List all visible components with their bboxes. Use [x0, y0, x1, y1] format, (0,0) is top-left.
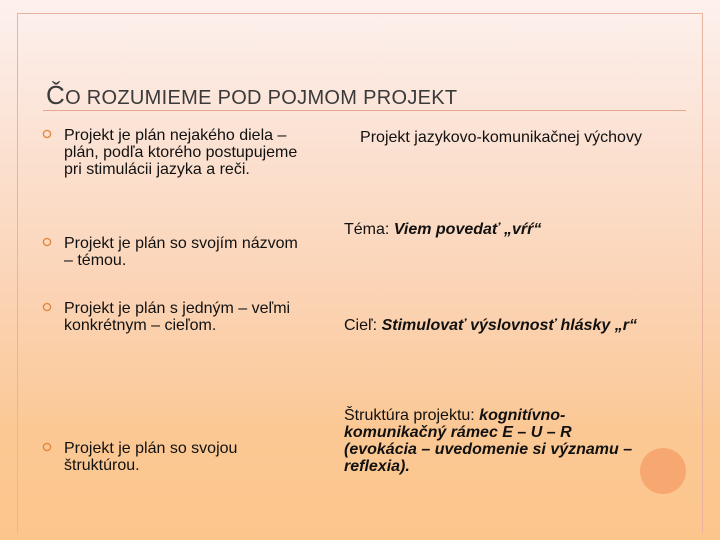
structure-label: Štruktúra projektu: [344, 407, 480, 424]
title-underline [43, 110, 686, 111]
bullet-text: Projekt je plán so svojou štruktúrou. [64, 440, 238, 474]
structure-value: kognitívno-komunikačný rámec E – U – R (evokácia – uvedomenie si významu – reflexia). [344, 407, 633, 475]
slide-title-first-letter: Č [46, 80, 66, 110]
bullet-circle-icon [42, 442, 52, 452]
bullet-circle-icon [42, 237, 52, 247]
bullet-item [42, 300, 304, 334]
goal-label: Cieľ: [344, 317, 382, 334]
decorative-circle [640, 448, 686, 494]
bullet-text: Projekt je plán s jedným – veľmi konkrétnym – cieľom. [64, 300, 291, 334]
bullet-item [42, 440, 304, 474]
bullet-item [42, 127, 304, 178]
bullet-circle-icon [42, 129, 52, 139]
right-column-heading: Projekt jazykovo-komunikačnej výchovy [360, 129, 642, 146]
slide-title [46, 80, 457, 111]
bullet-text: Projekt je plán so svojím názvom – témou. [64, 235, 298, 269]
goal-value: Stimulovať výslovnosť hlásky „r“ [381, 317, 637, 334]
bullet-text: Projekt je plán nejakého diela – plán, podľa ktorého postupujeme pri stimulácii jazyka a reči. [64, 127, 298, 178]
project-structure [344, 407, 644, 475]
topic-label: Téma: [344, 221, 394, 238]
slide-title-rest: O ROZUMIEME POD POJMOM PROJEKT [65, 87, 458, 109]
project-goal [344, 317, 644, 334]
project-topic [344, 221, 644, 238]
bullet-item [42, 235, 304, 269]
bullet-circle-icon [42, 302, 52, 312]
topic-value: Viem povedať „vŕŕ“ [393, 221, 542, 238]
